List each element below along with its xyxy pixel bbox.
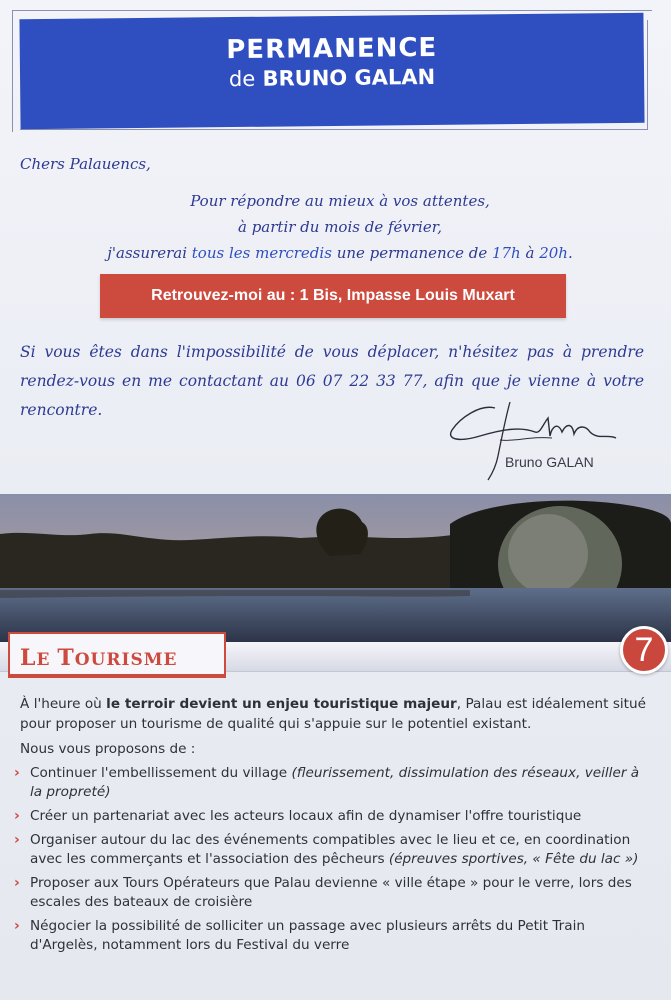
contact-paragraph: Si vous êtes dans l'impossibilité de vous déplacer, n'hésitez pas à prendre rendez-vous en me contactant au 06 07 22 33 77, afin que je vienne à votre rencontre. bbox=[20, 343, 644, 419]
intro-highlight-days: tous les mercredis bbox=[191, 244, 332, 262]
tourism-lead: Nous vous proposons de : bbox=[20, 741, 196, 757]
chevron-right-icon: › bbox=[14, 808, 20, 824]
section-title bbox=[20, 645, 178, 671]
section-number-badge: 7 bbox=[620, 626, 668, 674]
section-title-part-1: E bbox=[36, 650, 58, 670]
list-item-text: Créer un partenariat avec les acteurs locaux afin de dynamiser l'offre touristique bbox=[30, 808, 582, 824]
intro-highlight-end: 20h bbox=[539, 244, 568, 262]
header-title: PERMANENCE bbox=[226, 32, 438, 66]
header-subtitle bbox=[20, 61, 644, 94]
intro-line-3-d: . bbox=[567, 244, 573, 262]
list-item bbox=[14, 807, 646, 826]
tourism-intro-b: , Palau est idéalement situé pour proposer un tourisme de qualité qui s'appuie sur le potentiel existant. bbox=[20, 696, 646, 732]
header-subtitle-name: BRUNO GALAN bbox=[262, 64, 436, 91]
intro-line-3-c: à bbox=[520, 244, 540, 262]
chevron-right-icon: › bbox=[14, 918, 20, 934]
list-item-text: Continuer l'embellissement du village bbox=[30, 765, 292, 781]
tourism-intro-a: À l'heure où bbox=[20, 696, 107, 712]
list-item-text: Organiser autour du lac des événements compatibles avec le lieu et ce, en coordination avec les commerçants et l'association des pêcheurs bbox=[30, 832, 631, 867]
signature-name: Bruno GALAN bbox=[505, 454, 594, 470]
header-subtitle-prefix: de bbox=[228, 66, 256, 92]
intro-line-3 bbox=[60, 240, 620, 266]
intro-line-3-b: une permanence de bbox=[331, 244, 492, 262]
list-item bbox=[14, 917, 646, 955]
tourism-intro bbox=[20, 694, 646, 734]
tourism-proposals-list bbox=[14, 764, 646, 960]
list-item-italic: (épreuves sportives, « Fête du lac ») bbox=[388, 851, 639, 867]
address-banner: Retrouvez-moi au : 1 Bis, Impasse Louis Muxart bbox=[100, 274, 566, 318]
intro-line-1: Pour répondre au mieux à vos attentes, bbox=[190, 192, 490, 210]
lake-photo bbox=[0, 494, 671, 642]
intro-line-3-a: j'assurerai bbox=[107, 244, 192, 262]
section-title-underline bbox=[8, 674, 226, 678]
chevron-right-icon: › bbox=[14, 765, 20, 781]
section-title-initial-2: T bbox=[57, 645, 75, 671]
list-item-italic: (fleurissement, dissimulation des réseaux, veiller à la propreté) bbox=[30, 765, 640, 800]
intro-highlight-start: 17h bbox=[491, 244, 521, 262]
tourism-intro-bold: le terroir devient un enjeu touristique majeur bbox=[106, 696, 457, 712]
intro-paragraph bbox=[60, 188, 620, 266]
header-banner bbox=[19, 13, 644, 130]
chevron-right-icon: › bbox=[14, 875, 20, 891]
list-item bbox=[14, 831, 646, 869]
section-title-initial: L bbox=[20, 645, 37, 671]
list-item bbox=[14, 764, 646, 802]
intro-line-2: à partir du mois de février, bbox=[237, 218, 443, 236]
list-item-text: Négocier la possibilité de solliciter un passage avec plusieurs arrêts du Petit Train d'Argelès, notamment lors du Festival du verre bbox=[30, 918, 585, 953]
chevron-right-icon: › bbox=[14, 832, 20, 848]
greeting: Chers Palauencs, bbox=[20, 155, 151, 173]
list-item bbox=[14, 874, 646, 912]
section-title-part-2: OURISME bbox=[74, 650, 178, 670]
list-item-text: Proposer aux Tours Opérateurs que Palau devienne « ville étape » pour le verre, lors des escales des bateaux de croisière bbox=[30, 875, 632, 910]
